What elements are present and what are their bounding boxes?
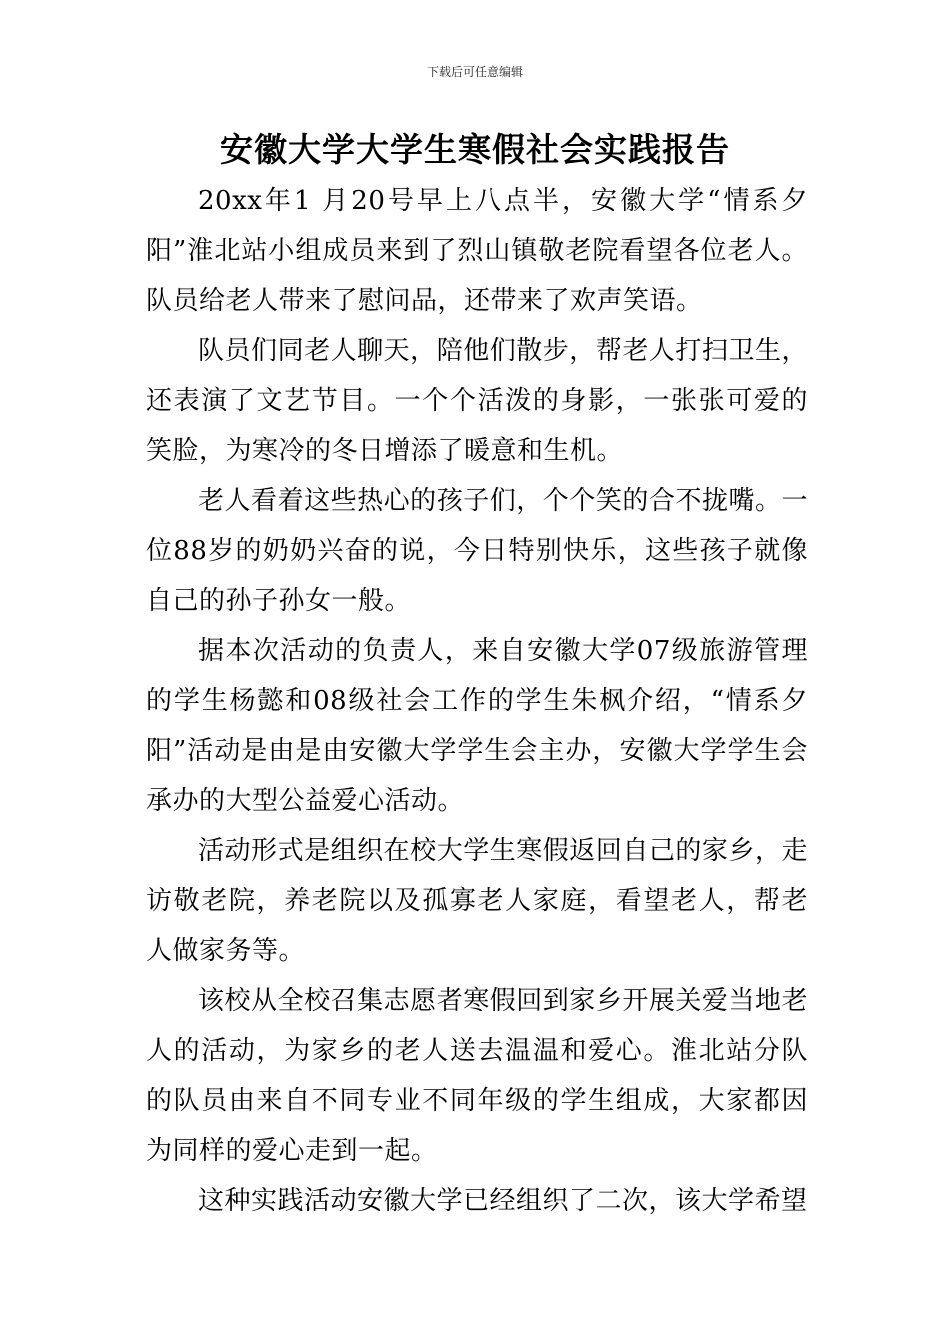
document-title: 安徽大学大学生寒假社会实践报告: [220, 130, 730, 169]
paragraph-3: 老人看着这些热心的孩子们，个个笑的合不拢嘴。一位88岁的奶奶兴奋的说，今日特别快乐，这些孩子就像自己的孙子孙女一般。: [146, 486, 808, 616]
header-note: 下载后可任意编辑: [426, 65, 523, 79]
document-body: [146, 176, 808, 1226]
paragraph-2: 队员们同老人聊天，陪他们散步，帮老人打扫卫生，还表演了文艺节目。一个个活泼的身影，一张张可爱的笑脸，为寒冷的冬日增添了暖意和生机。: [146, 336, 808, 466]
paragraph-5: 活动形式是组织在校大学生寒假返回自己的家乡，走访敬老院，养老院以及孤寡老人家庭，看望老人，帮老人做家务等。: [146, 836, 808, 966]
paragraph-4: 据本次活动的负责人，来自安徽大学07级旅游管理的学生杨懿和08级社会工作的学生朱枫介绍，“情系夕阳”活动是由是由安徽大学学生会主办，安徽大学学生会承办的大型公益爱心活动。: [146, 636, 808, 816]
paragraph-7: 这种实践活动安徽大学已经组织了二次，该大学希望: [198, 1186, 808, 1216]
paragraph-6: 该校从全校召集志愿者寒假回到家乡开展关爱当地老人的活动，为家乡的老人送去温温和爱心。淮北站分队的队员由来自不同专业不同年级的学生组成，大家都因为同样的爱心走到一起。: [146, 986, 808, 1166]
paragraph-1: 20xx年1 月20号早上八点半，安徽大学“情系夕阳”淮北站小组成员来到了烈山镇敬老院看望各位老人。队员给老人带来了慰问品，还带来了欢声笑语。: [146, 186, 808, 316]
